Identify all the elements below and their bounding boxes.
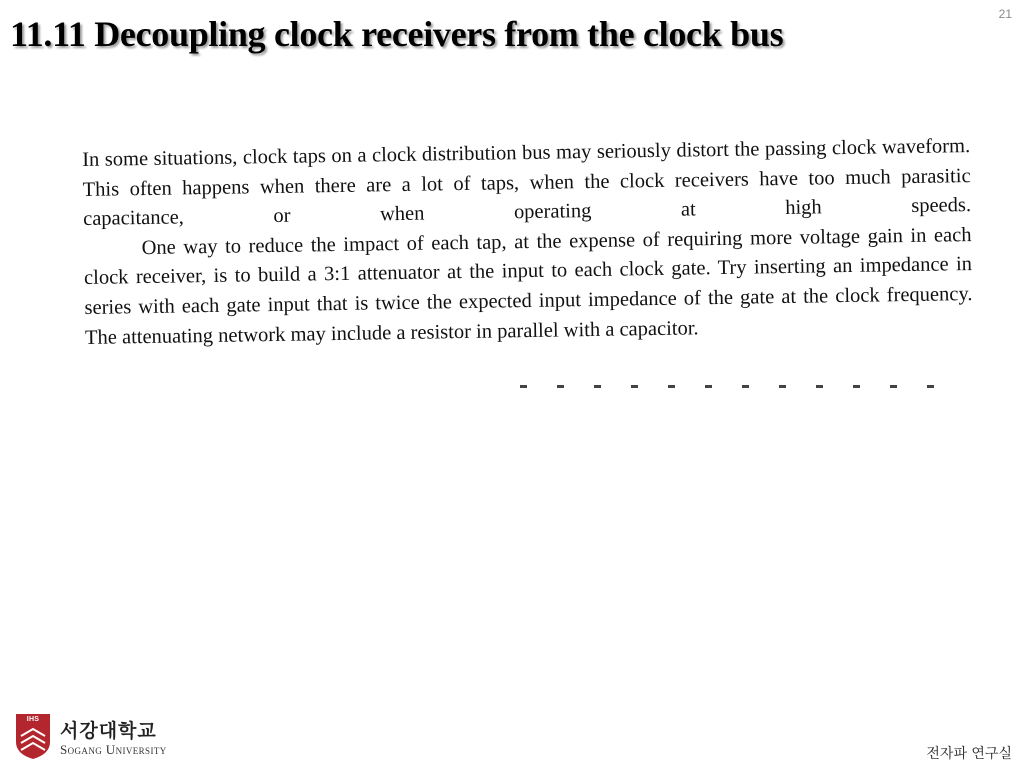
- page-number: 21: [998, 7, 1012, 21]
- cropped-text-remnant: [520, 385, 970, 393]
- crest-label: IHS: [26, 716, 40, 723]
- logo-korean-name: 서강대학교: [60, 720, 157, 742]
- scanned-paragraph-1: In some situations, clock taps on a clock distribution bus may seriously distort the passing clock waveform. This often happens when there are a lot of taps, when the clock receivers have too much parasitic capacitance, or when operating at high speeds.: [82, 135, 972, 231]
- scanned-paragraph-2: One way to reduce the impact of each tap, at the expense of requiring more voltage gain in each clock receiver, is to build a 3:1 attenuator at the input to each clock gate. Try inserting an impedance in series with each gate input that is twice the expected input impedance of the gate at the clock frequency. The attenuating network may include a resistor in parallel with a capacitor.: [83, 223, 973, 349]
- scanned-text-excerpt: [82, 132, 974, 392]
- logo-english-name: Sogang University: [60, 742, 167, 757]
- footer-lab-name: 전자파 연구실: [926, 746, 1012, 762]
- slide-title: 11.11 Decoupling clock receivers from the clock bus: [10, 14, 784, 54]
- sogang-university-logo: [14, 712, 204, 762]
